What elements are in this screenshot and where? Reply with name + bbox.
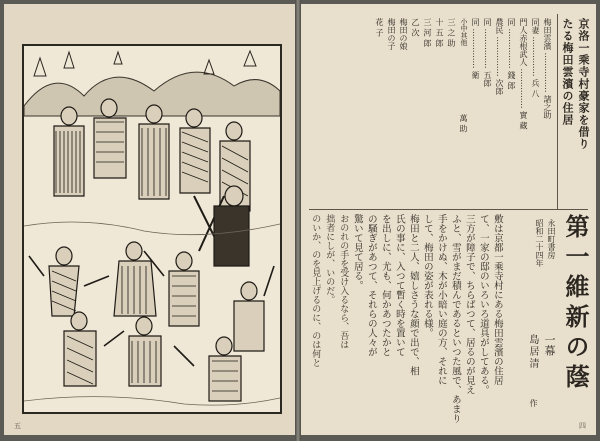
author-role: 作	[529, 399, 538, 407]
cast-entry: 同 …………… 衛	[471, 18, 480, 80]
publisher-note-line-1: 永田町書房	[547, 219, 556, 259]
body-line: ふと、雪がまだ積んであるといつた風で、あまり	[449, 214, 461, 423]
right-page-number: 四	[579, 422, 586, 430]
body-line: の騒ぎがあつて、それらの人々が	[365, 214, 377, 357]
act-label: 一幕	[543, 334, 556, 356]
cast-entry: 梅田雲濱 …………… 諸之助	[543, 18, 552, 120]
publisher-note-line-2: 昭和二十四年	[535, 219, 544, 267]
body-line: 梅田と二人、嬉しさうな顔で出で、相	[407, 214, 419, 376]
cast-entry: 梅田の娘	[399, 18, 408, 50]
headline-divider	[557, 14, 558, 209]
cast-entry: 萬 助	[459, 114, 468, 133]
cast-entry: 門人赤根武人 …………… 實 藏	[519, 18, 528, 130]
body-line: 氏の事に、入つて暫く時を置いて	[393, 214, 405, 357]
body-line: して、梅田の姿が表れる様。	[421, 214, 433, 338]
scene-headline-line-1: 京洛一乘寺村豪家を借り	[577, 18, 590, 150]
body-line: を出しに、尤も、何かあつたかと	[379, 214, 391, 357]
body-line: 三方が障子で、ちらばつて、居るのが見え	[463, 214, 475, 395]
cast-entry: 農民 …………… 次郎	[495, 18, 504, 96]
body-line: 驚いて見て居る。	[351, 214, 363, 290]
cast-entry: 小中其他	[460, 18, 468, 46]
section-divider	[309, 209, 588, 210]
cast-entry: 乙 次	[411, 18, 420, 37]
woodblock-illustration	[22, 44, 282, 414]
body-line: て、一家の邸のいろいろ道具がしてある。	[477, 214, 489, 395]
cast-entry: 花 子	[375, 18, 384, 37]
body-line: 敷は京都一乘寺村にある梅田雲濱の住居	[491, 214, 503, 385]
cast-entry: 同 …………… 五郎	[483, 18, 492, 88]
play-title: 第一維新の蔭	[561, 214, 590, 394]
cast-entry: 梅田の子	[387, 18, 396, 50]
left-page	[4, 4, 295, 435]
author-name: 島居清	[527, 334, 538, 370]
cast-entry: 同 …………… 錢 郎	[507, 18, 516, 90]
right-page	[301, 4, 596, 435]
cast-entry: 十 五 郎	[435, 18, 444, 48]
body-line: 拙者にしが、いのだ。	[324, 214, 335, 304]
body-line: 手をかけぬ、木が小暗い庭の方、それに	[435, 214, 447, 385]
left-page-number: 五	[14, 422, 21, 430]
cast-entry: 同妻 …………… 兵 八	[531, 18, 540, 98]
body-line: おのれの手を受け入るなら、吾は	[338, 214, 349, 349]
cast-entry: 三 之 助	[447, 18, 456, 48]
scene-headline-line-2: たる梅田雲濱の住居	[561, 18, 574, 126]
cast-entry: 三 河 郎	[423, 18, 432, 48]
body-line: のいか、のを見上げるのに、のは何と	[310, 214, 321, 367]
samurai-crowd-scene-image	[24, 46, 280, 412]
